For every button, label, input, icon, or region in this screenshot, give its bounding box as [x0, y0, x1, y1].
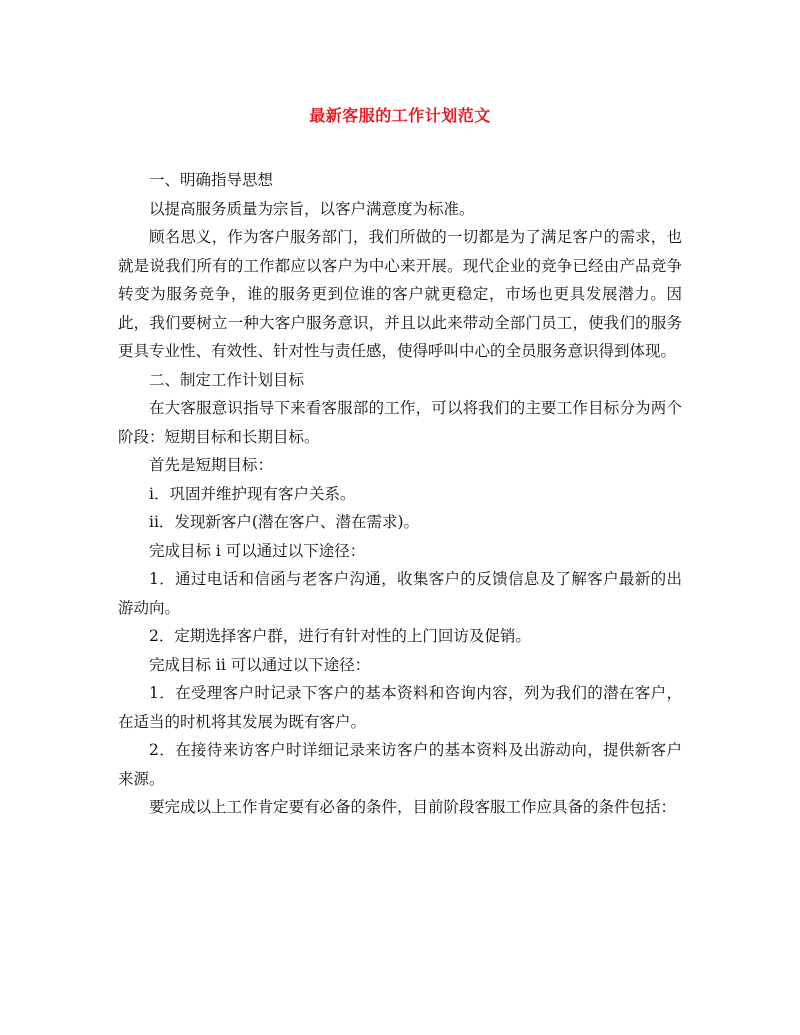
paragraph: 在大客服意识指导下来看客服部的工作，可以将我们的主要工作目标分为两个阶段：短期目标和长期目标。 [118, 399, 682, 446]
list-item: 2．定期选择客户群，进行有针对性的上门回访及促销。 [149, 627, 531, 645]
paragraph: 顾名思义，作为客户服务部门，我们所做的一切都是为了满足客户的需求，也就是说我们所有的工作都应以客户为中心来开展。现代企业的竞争已经由产品竞争转变为服务竞争，谁的服务更到位谁的客户就更稳定，市场也更具发展潜力。因此，我们要树立一种大客户服务意识，并且以此来带动全部门员工，使我们的服务更具专业性、有效性、针对性与责任感，使得呼叫中心的全员服务意识得到体现。 [118, 228, 682, 360]
list-item: 1．在受理客户时记录下客户的基本资料和咨询内容，列为我们的潜在客户，在适当的时机将其发展为既有客户。 [118, 684, 682, 731]
section-heading: 二、制定工作计划目标 [149, 370, 305, 389]
list-item: 1．通过电话和信函与老客户沟通，收集客户的反馈信息及了解客户最新的出游动向。 [118, 570, 682, 617]
paragraph: 以提高服务质量为宗旨，以客户满意度为标准。 [149, 199, 475, 218]
paragraph: 完成目标 ii 可以通过以下途径： [149, 655, 371, 674]
paragraph: 完成目标 i 可以通过以下途径： [149, 541, 366, 560]
document-body [118, 166, 682, 822]
paragraph: 要完成以上工作肯定要有必备的条件，目前阶段客服工作应具备的条件包括： [149, 798, 677, 816]
document-title: 最新客服的工作计划范文 [309, 106, 491, 125]
paragraph: 首先是短期目标： [149, 456, 274, 474]
list-item: i．巩固并维护现有客户关系。 [149, 484, 356, 503]
list-item: ii．发现新客户(潜在客户、潜在需求)。 [149, 513, 420, 531]
section-heading: 一、明确指导思想 [149, 171, 274, 189]
list-item: 2．在接待来访客户时详细记录来访客户的基本资料及出游动向，提供新客户来源。 [118, 741, 682, 788]
